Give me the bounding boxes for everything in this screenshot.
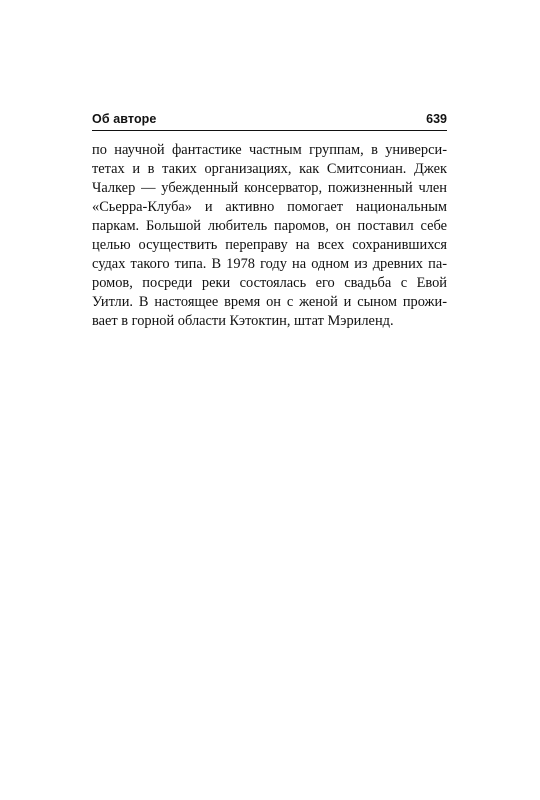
text-line: по научной фантастике частным группам, в универси- [92, 142, 447, 158]
text-line: судах такого типа. В 1978 году на одном из древних па- [92, 256, 447, 272]
text-line: паркам. Большой любитель паромов, он поставил себе [92, 218, 447, 234]
text-line: вает в горной области Кэтоктин, штат Мэриленд. [92, 313, 394, 329]
text-line: целью осуществить переправу на всех сохранившихся [92, 237, 447, 253]
text-line: «Сьерра-Клуба» и активно помогает национальным [92, 199, 447, 215]
section-title: Об авторе [92, 112, 157, 126]
header-rule [92, 130, 447, 131]
page-number: 639 [426, 112, 447, 126]
text-line: тетах и в таких организациях, как Смитсониан. Джек [92, 161, 447, 177]
body-paragraph [92, 141, 447, 331]
text-line: ромов, посреди реки состоялась его свадьба с Евой [92, 275, 447, 291]
running-head [92, 112, 447, 130]
text-line: Чалкер — убежденный консерватор, пожизненный член [92, 180, 447, 196]
text-line: Уитли. В настоящее время он с женой и сыном прожи- [92, 294, 447, 310]
